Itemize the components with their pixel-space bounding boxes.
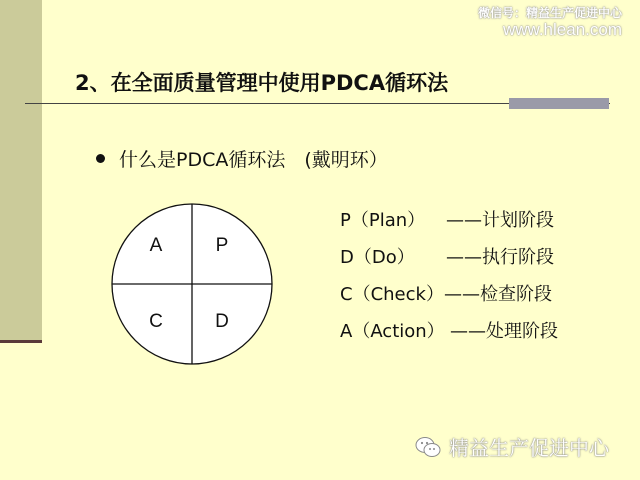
pdca-circle-graphic	[111, 203, 273, 365]
phase-term: C（Check）	[340, 284, 444, 305]
phase-term: D（Do）	[340, 247, 415, 268]
title-accent-bar	[509, 98, 609, 109]
bullet-dot	[96, 154, 105, 163]
phase-description: ——检查阶段	[444, 284, 552, 305]
phase-description: ——执行阶段	[446, 247, 554, 268]
pdca-circle	[111, 203, 273, 365]
quadrant-label-top-left: A	[149, 235, 163, 256]
watermark-url: www.hlean.com	[502, 20, 622, 39]
bullet-item	[96, 145, 388, 172]
watermark-bottom-text: 精益生产促进中心	[449, 436, 609, 460]
slide-title: 2、在全面质量管理中使用PDCA循环法	[75, 71, 449, 95]
phase-description: ——处理阶段	[450, 321, 558, 342]
phase-description: ——计划阶段	[446, 210, 554, 231]
bullet-text: 什么是PDCA循环法 (戴明环）	[119, 149, 388, 171]
watermark-wechat-id: 微信号：精益生产促进中心	[477, 6, 622, 20]
quadrant-label-top-right: P	[215, 235, 229, 256]
watermark-bottom	[415, 432, 609, 461]
phase-term: A（Action）	[340, 321, 445, 342]
wechat-icon	[415, 436, 441, 458]
left-decor-bar	[0, 0, 42, 342]
phase-term: P（Plan）	[340, 210, 426, 231]
left-decor-rule	[0, 340, 42, 343]
watermark-top	[478, 6, 622, 40]
quadrant-label-bottom-right: D	[215, 311, 229, 332]
quadrant-label-bottom-left: C	[149, 311, 163, 332]
